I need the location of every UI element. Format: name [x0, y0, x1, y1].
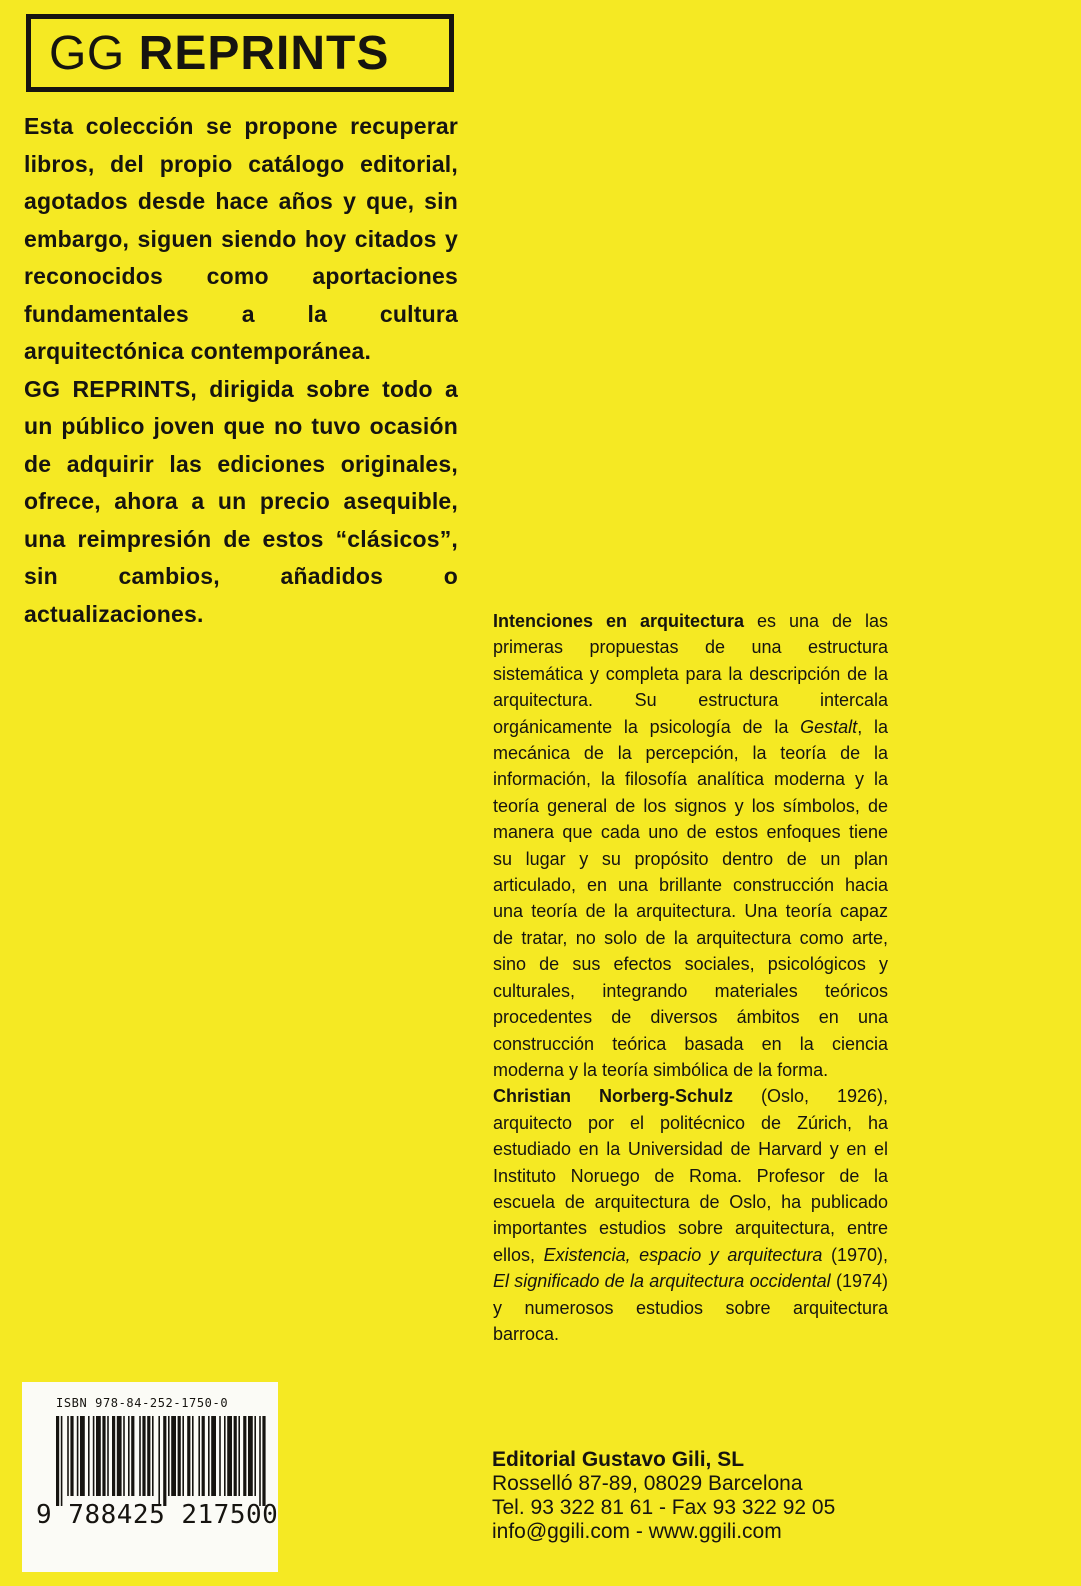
synopsis-text-2: , la mecánica de la percepción, la teoría de la información, la filosofía analítica moderna y la teoría general de los signos y los símbolos, de manera que cada uno de estos enfoques tiene su lugar y su propósito dentro de un plan articulado, en una brillante construcción hacia una teoría de la arquitectura. Una teoría capaz de tratar, no solo de la arquitectura como arte, sino de sus efectos sociales, psicológicos y culturales, integrando materiales teóricos procedentes de diversos ámbitos en una construcción teórica basada en la ciencia moderna y la teoría simbólica de la forma. — [493, 716, 888, 1080]
author-text-2: (1970), — [822, 1244, 888, 1265]
barcode-bar — [96, 1416, 101, 1496]
barcode-bar — [88, 1416, 90, 1496]
barcode-bar — [93, 1416, 95, 1496]
barcode-bar — [123, 1416, 125, 1496]
barcode-bar — [70, 1416, 73, 1496]
isbn-barcode-box — [22, 1382, 278, 1572]
barcode-bar — [227, 1416, 232, 1496]
publisher-phone: Tel. 93 322 81 61 - Fax 93 322 92 05 — [492, 1496, 836, 1519]
publisher-name: Editorial Gustavo Gili, SL — [492, 1448, 745, 1471]
barcode-bar — [131, 1416, 134, 1496]
barcode-bar — [192, 1416, 194, 1496]
barcode-bar — [67, 1416, 69, 1496]
barcode-bar — [117, 1416, 122, 1496]
barcode-bar — [56, 1416, 59, 1506]
barcode-bar — [219, 1416, 221, 1496]
barcode-bar — [163, 1416, 166, 1506]
work-title-2: El significado de la arquitectura occidental — [493, 1271, 831, 1292]
barcode-bar — [158, 1416, 160, 1506]
isbn-label: ISBN 978-84-252-1750-0 — [56, 1396, 229, 1410]
barcode-bar — [171, 1416, 176, 1496]
barcode-bar — [178, 1416, 181, 1496]
synopsis-paragraph — [493, 608, 888, 1083]
series-logo — [26, 14, 454, 92]
barcode-bar — [187, 1416, 190, 1496]
book-description — [493, 608, 888, 1347]
barcode-bar — [202, 1416, 205, 1496]
intro-paragraph-1: Esta colección se propone recuperar libros, del propio catálogo editorial, agotados desde hace años y que, sin embargo, siguen siendo hoy citados y reconocidos como aportaciones fundamentales a la cultura arquitectónica contemporánea. — [24, 113, 458, 364]
barcode-bar — [198, 1416, 200, 1496]
barcode-bar — [152, 1416, 154, 1496]
series-intro — [24, 108, 458, 633]
work-title-1: Existencia, espacio y arquitectura — [543, 1244, 823, 1265]
barcode-bar — [259, 1416, 261, 1506]
author-text-1: (Oslo, 1926), arquitecto por el politécnico de Zúrich, ha estudiado en la Universidad de Harvard y en el Instituto Noruego de Roma. Profesor de la escuela de arquitectura de Oslo, ha publicado importantes estudios sobre arquitectura, entre ellos, — [493, 1086, 888, 1265]
barcode-bar — [61, 1416, 63, 1506]
barcode-bar — [168, 1416, 170, 1496]
barcode-bar — [211, 1416, 216, 1496]
barcode-bar — [243, 1416, 246, 1496]
publisher-address: Rosselló 87-89, 08029 Barcelona — [492, 1472, 803, 1495]
barcode-bar — [107, 1416, 109, 1496]
book-title: Intenciones en arquitectura — [493, 611, 745, 631]
barcode-bar — [224, 1416, 226, 1496]
barcode-bar — [112, 1416, 115, 1496]
barcode-bar — [139, 1416, 141, 1496]
publisher-info — [492, 1448, 932, 1544]
barcode-bar — [254, 1416, 256, 1496]
barcode-bar — [147, 1416, 150, 1496]
author-name: Christian Norberg-Schulz — [493, 1086, 733, 1107]
barcode-bar — [142, 1416, 145, 1496]
intro-paragraph-2: GG REPRINTS, dirigida sobre todo a un público joven que no tuvo ocasión de adquirir las ediciones originales, ofrece, ahora a un precio asequible, una reimpresión de estos “clásicos”, sin cambios, añadidos o actualizaciones. — [24, 375, 458, 627]
synopsis-text-1: es una de las primeras propuestas de una estructura sistemática y completa para la descripción de la arquitectura. Su estructura intercala orgánicamente la psicología de la — [493, 611, 888, 737]
logo-gg: GG — [49, 26, 125, 80]
barcode-bar — [208, 1416, 210, 1496]
barcode-bar — [80, 1416, 85, 1496]
barcode-bar — [238, 1416, 240, 1496]
barcode-bar — [234, 1416, 237, 1496]
publisher-web: info@ggili.com - www.ggili.com — [492, 1520, 782, 1543]
barcode-bar — [182, 1416, 184, 1496]
barcode-bar — [77, 1416, 79, 1496]
barcode-bar — [248, 1416, 253, 1496]
barcode-bar — [102, 1416, 105, 1496]
gestalt-term: Gestalt — [800, 716, 858, 737]
logo-reprints: REPRINTS — [138, 26, 390, 80]
barcode-bars — [56, 1416, 270, 1506]
barcode-bar — [128, 1416, 130, 1496]
author-bio — [493, 1083, 888, 1347]
barcode-digits: 9 788425 217500 — [36, 1500, 279, 1530]
barcode-bar — [262, 1416, 265, 1506]
author-text-3: (1974) y numerosos estudios sobre arquitectura barroca. — [493, 1271, 888, 1344]
